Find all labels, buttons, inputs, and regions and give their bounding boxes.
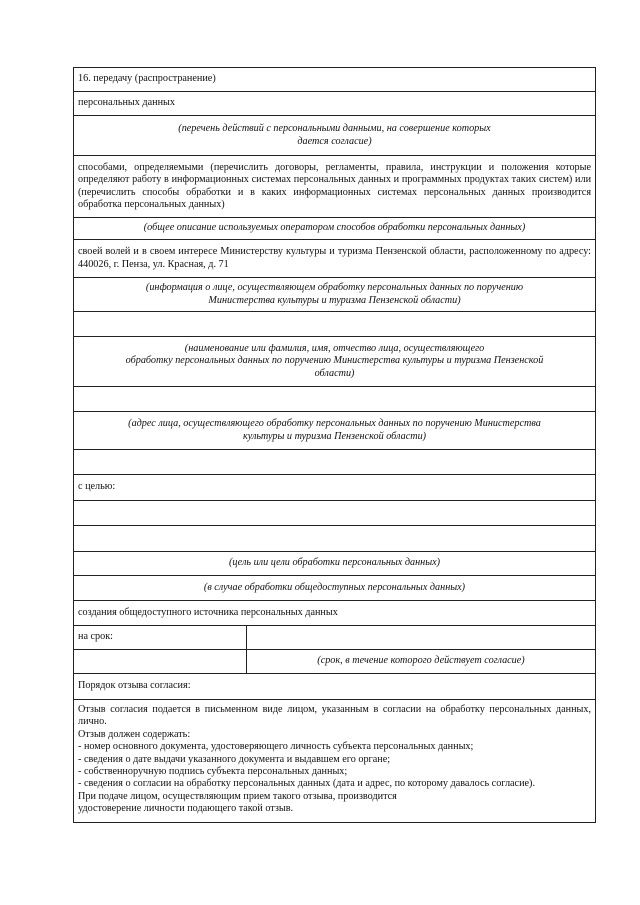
withdraw-paragraph: Отзыв согласия подается в письменном виде лицом, указанным в согласии на обработку персональных данных, лично. [78, 704, 592, 728]
empty-field[interactable] [74, 387, 596, 412]
processor-address-hint: (адрес лица, осуществляющего обработку персональных данных по поручению Министерства культуры и туризма Пензенской области) [74, 412, 596, 450]
own-will-statement: своей волей и в своем интересе Министерству культуры и туризма Пензенской области, расположенному по адресу: 440026, г. Пенза, ул. Красная, д. 71 [74, 240, 596, 278]
withdraw-paragraph: При подаче лицом, осуществляющим прием такого отзыва, производится [78, 790, 397, 802]
table-row [74, 450, 596, 475]
table-row [74, 218, 596, 240]
table-row [74, 475, 596, 501]
actions-value: 16. передачу (распространение) [74, 68, 596, 92]
table-row [74, 501, 596, 526]
withdraw-label: Порядок отзыва согласия: [74, 674, 596, 700]
withdraw-paragraph: Отзыв должен содержать: [78, 728, 191, 740]
table-row [74, 337, 596, 387]
withdraw-bullet: - номер основного документа, удостоверяющего личность субъекта персональных данных; [78, 741, 474, 753]
table-row [74, 626, 596, 650]
term-field[interactable] [247, 626, 596, 650]
table-row [74, 650, 596, 674]
methods-hint: (общее описание используемых оператором способов обработки персональных данных) [74, 218, 596, 240]
processor-name-hint: (наименование или фамилия, имя, отчество лица, осуществляющего обработку персональных данных по поручению Министерства культуры и туризма Пензенской области) [74, 337, 596, 387]
table-row [74, 240, 596, 278]
public-data-value: создания общедоступного источника персональных данных [74, 601, 596, 626]
withdraw-bullet: - сведения о согласии на обработку персональных данных (дата и адрес, по которому давалось согласие). [78, 778, 535, 790]
withdraw-bullet: - собственноручную подпись субъекта персональных данных; [78, 766, 348, 778]
table-row [74, 312, 596, 337]
processor-info-hint: (информация о лице, осуществляющем обработку персональных данных по поручению Министерства культуры и туризма Пензенской области) [74, 278, 596, 312]
empty-field[interactable] [74, 312, 596, 337]
table-row [74, 552, 596, 576]
purpose-hint: (цель или цели обработки персональных данных) [74, 552, 596, 576]
table-row [74, 92, 596, 116]
consent-form-table [73, 67, 596, 823]
term-empty-cell [74, 650, 247, 674]
actions-value-continued: персональных данных [74, 92, 596, 116]
withdraw-paragraph: удостоверение личности подающего такой отзыв. [78, 803, 294, 815]
table-row [74, 68, 596, 92]
methods-value: способами, определяемыми (перечислить договоры, регламенты, правила, инструкции и положения которые определяют работу в информационных системах персональных данных и программных продуктах таких систем) или (перечислить способы обработки и в каких информационных системах персональных данных производится обработка персональных данных) [74, 156, 596, 218]
withdraw-procedure [74, 700, 596, 823]
purpose-field[interactable] [74, 526, 596, 552]
purpose-field[interactable] [74, 501, 596, 526]
table-row [74, 387, 596, 412]
table-row [74, 674, 596, 700]
table-row [74, 601, 596, 626]
table-row [74, 576, 596, 601]
public-data-hint: (в случае обработки общедоступных персональных данных) [74, 576, 596, 601]
term-hint: (срок, в течение которого действует согласие) [247, 650, 596, 674]
table-row [74, 700, 596, 823]
table-row [74, 412, 596, 450]
table-row [74, 116, 596, 156]
table-row [74, 526, 596, 552]
purpose-label: с целью: [74, 475, 596, 501]
empty-field[interactable] [74, 450, 596, 475]
table-row [74, 156, 596, 218]
withdraw-bullet: - сведения о дате выдачи указанного документа и выдавшем его органе; [78, 753, 391, 765]
term-label: на срок: [74, 626, 247, 650]
table-row [74, 278, 596, 312]
actions-hint: (перечень действий с персональными данными, на совершение которых дается согласие) [74, 116, 596, 156]
